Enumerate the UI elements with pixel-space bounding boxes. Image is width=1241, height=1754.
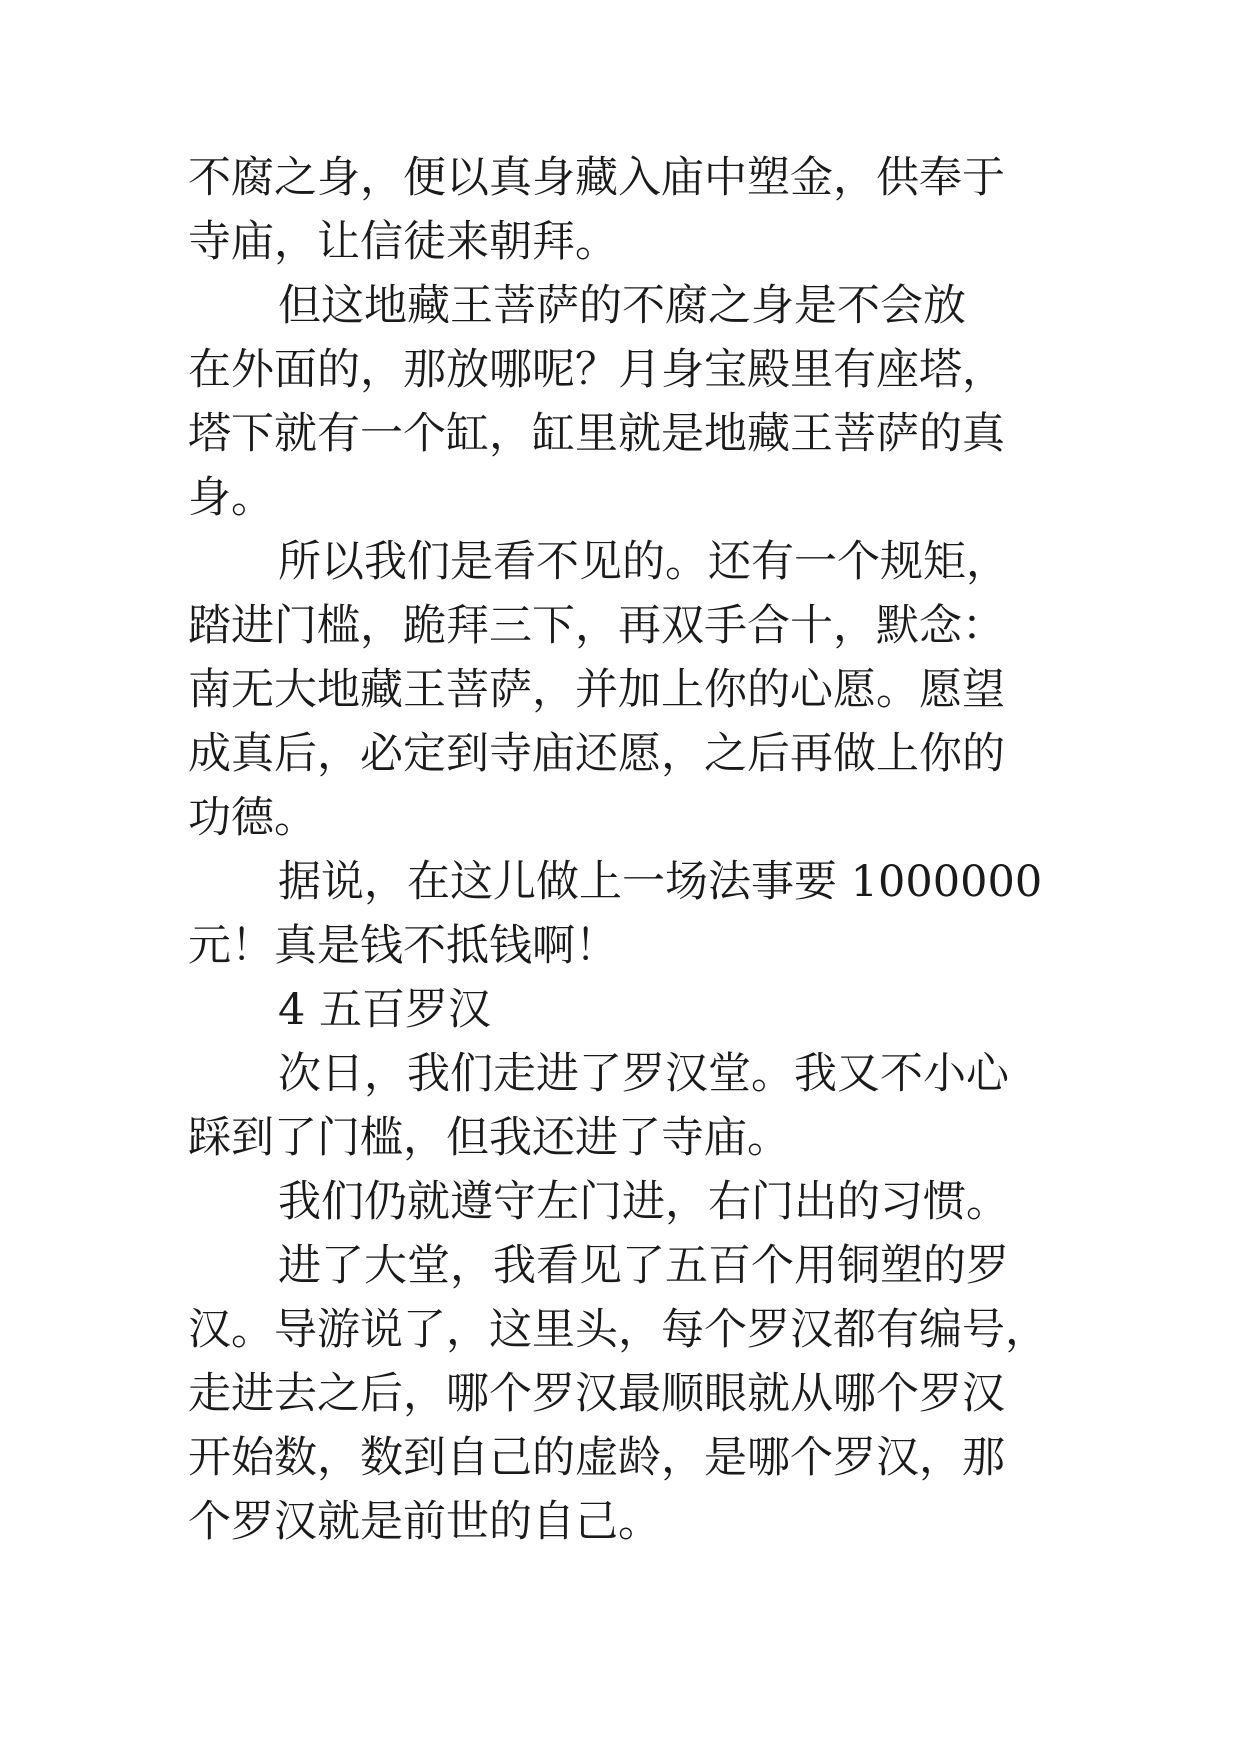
text-line: 踩到了门槛，但我还进了寺庙。 xyxy=(188,1113,790,1163)
text-line: 我们仍就遵守左门进，右门出的习惯。 xyxy=(278,1177,1009,1227)
text-line: 功德。 xyxy=(188,793,317,843)
text-line: 不腐之身，便以真身藏入庙中塑金，供奉于 xyxy=(188,153,1005,203)
text-line: 进了大堂，我看见了五百个用铜塑的罗 xyxy=(278,1241,1009,1291)
text-line: 身。 xyxy=(188,473,274,523)
text-line: 走进去之后，哪个罗汉最顺眼就从哪个罗汉 xyxy=(188,1369,1005,1419)
text-line: 所以我们是看不见的。还有一个规矩， xyxy=(278,537,1009,587)
text-line: 南无大地藏王菩萨，并加上你的心愿。愿望 xyxy=(188,665,1005,715)
text-line: 成真后，必定到寺庙还愿，之后再做上你的 xyxy=(188,729,1005,779)
text-line: 开始数，数到自己的虚龄，是哪个罗汉，那 xyxy=(188,1433,1005,1483)
text-line: 汉。导游说了，这里头，每个罗汉都有编号， xyxy=(188,1305,1048,1355)
text-line: 4 五百罗汉 xyxy=(278,985,492,1035)
text-line: 寺庙，让信徒来朝拜。 xyxy=(188,217,618,267)
text-line: 据说，在这儿做上一场法事要 1000000 xyxy=(278,857,1043,907)
body-text xyxy=(188,146,1068,1554)
text-line: 元！真是钱不抵钱啊！ xyxy=(188,921,618,971)
text-line: 次日，我们走进了罗汉堂。我又不小心 xyxy=(278,1049,1009,1099)
text-line: 踏进门槛，跪拜三下，再双手合十，默念： xyxy=(188,601,1005,651)
text-line: 但这地藏王菩萨的不腐之身是不会放 xyxy=(278,281,966,331)
text-line: 在外面的，那放哪呢？月身宝殿里有座塔， xyxy=(188,345,1005,395)
text-line: 塔下就有一个缸，缸里就是地藏王菩萨的真 xyxy=(188,409,1005,459)
text-line: 个罗汉就是前世的自己。 xyxy=(188,1497,661,1547)
